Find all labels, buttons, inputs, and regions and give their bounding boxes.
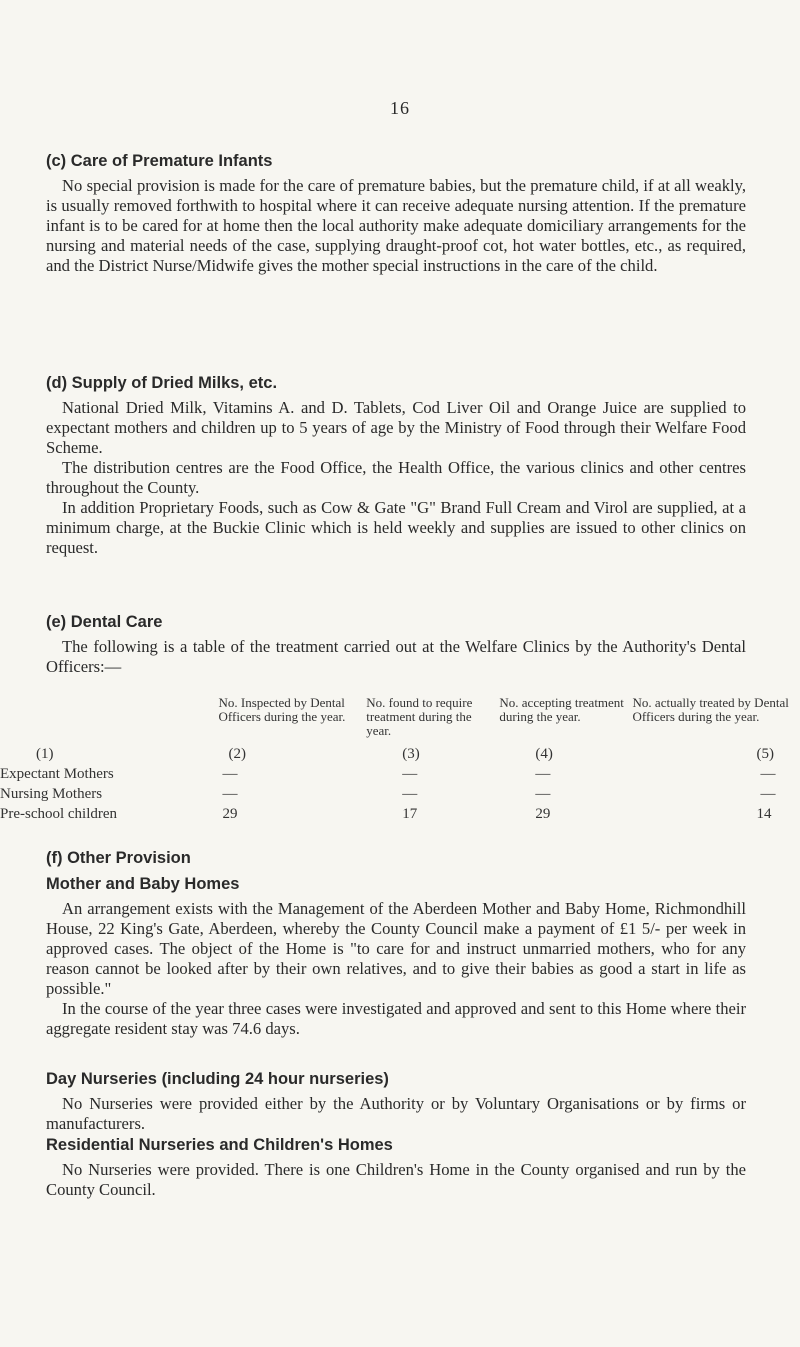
table-row: [0, 804, 800, 824]
section-day-nurseries: [46, 1068, 746, 1134]
section-heading: (c) Care of Premature Infants: [46, 152, 273, 170]
section-premature-infants: [46, 150, 746, 276]
page-number: 16: [390, 98, 410, 118]
table-cell: —: [535, 786, 551, 802]
paragraph: No Nurseries were provided either by the Authority or by Voluntary Organisations or by firms or manufacturers.: [46, 1094, 746, 1133]
column-index: (5): [756, 746, 775, 762]
row-label: Expectant Mothers: [0, 766, 114, 782]
section-dental-care: [46, 611, 746, 677]
table-cell: —: [760, 786, 776, 802]
table-column-index-row: [0, 738, 800, 764]
section-heading: (d) Supply of Dried Milks, etc.: [46, 374, 278, 392]
paragraph: In the course of the year three cases were investigated and approved and sent to this Home where their aggregate resident stay was 74.6 days.: [46, 999, 746, 1038]
section-subheading: Mother and Baby Homes: [46, 875, 240, 893]
table-cell: 29: [222, 806, 238, 822]
table-header: No. found to require treatment during the year.: [366, 695, 473, 738]
table-header: No. accepting treatment during the year.: [499, 695, 624, 724]
table-cell: —: [402, 766, 418, 782]
section-heading: Residential Nurseries and Children's Homes: [46, 1136, 393, 1154]
section-dried-milks: [46, 372, 746, 558]
section-other-provision: [46, 847, 746, 1039]
paragraph: No Nurseries were provided. There is one Children's Home in the County organised and run by the County Council.: [46, 1160, 746, 1199]
table-cell: —: [760, 766, 776, 782]
table-header: [0, 696, 209, 738]
table-header: No. Inspected by Dental Officers during the year.: [218, 695, 346, 724]
table-cell: —: [222, 786, 238, 802]
paragraph: The distribution centres are the Food Office, the Health Office, the various clinics and other centres throughout the County.: [46, 458, 746, 497]
table-header-row: [0, 696, 800, 738]
row-label: Nursing Mothers: [0, 786, 103, 802]
paragraph: In addition Proprietary Foods, such as Cow & Gate "G" Brand Full Cream and Virol are supplied, at a minimum charge, at the Buckie Clinic which is held weekly and supplies are issued to other clinics on request.: [46, 498, 746, 557]
row-label: Pre-school children: [0, 806, 118, 822]
table-cell: —: [535, 766, 551, 782]
table-cell: 14: [756, 806, 772, 822]
table-cell: —: [222, 766, 238, 782]
table-row: [0, 764, 800, 784]
table-cell: —: [402, 786, 418, 802]
column-index: (4): [535, 746, 553, 762]
section-heading: (e) Dental Care: [46, 613, 163, 631]
table-header: No. actually treated by Dental Officers during the year.: [632, 695, 789, 724]
table-cell: 17: [402, 806, 418, 822]
section-residential-nurseries: [46, 1134, 746, 1200]
table-cell: 29: [535, 806, 551, 822]
paragraph: No special provision is made for the care of premature babies, but the premature child, if at all weakly, is usually removed forthwith to hospital where it can receive adequate nursing attention. If the premature infant is to be cared for at home then the local authority make adequate domiciliary arrangements for the nursing and material needs of the case, supplying draught-proof cot, hot water bottles, etc., as required, and the District Nurse/Midwife gives the mother special instructions in the care of the child.: [46, 176, 746, 275]
paragraph: An arrangement exists with the Management of the Aberdeen Mother and Baby Home, Richmondhill House, 22 King's Gate, Aberdeen, whereby the County Council make a payment of £1 5/- per week in approved cases. The object of the Home is "to care for and instruct unmarried mothers, who for any reason cannot be looked after by their own relatives, and to give their babies as good a start in life as possible.": [46, 899, 746, 998]
section-heading: (f) Other Provision: [46, 849, 191, 867]
section-heading: Day Nurseries (including 24 hour nurseries): [46, 1070, 389, 1088]
paragraph: The following is a table of the treatment carried out at the Welfare Clinics by the Authority's Dental Officers:—: [46, 637, 746, 676]
column-index: (2): [228, 746, 247, 762]
column-index: (1): [36, 746, 54, 762]
table-row: [0, 784, 800, 804]
paragraph: National Dried Milk, Vitamins A. and D. Tablets, Cod Liver Oil and Orange Juice are supplied to expectant mothers and children up to 5 years of age by the Ministry of Food through their Welfare Food Scheme.: [46, 398, 746, 457]
column-index: (3): [402, 746, 420, 762]
dental-treatment-table: [0, 696, 800, 824]
